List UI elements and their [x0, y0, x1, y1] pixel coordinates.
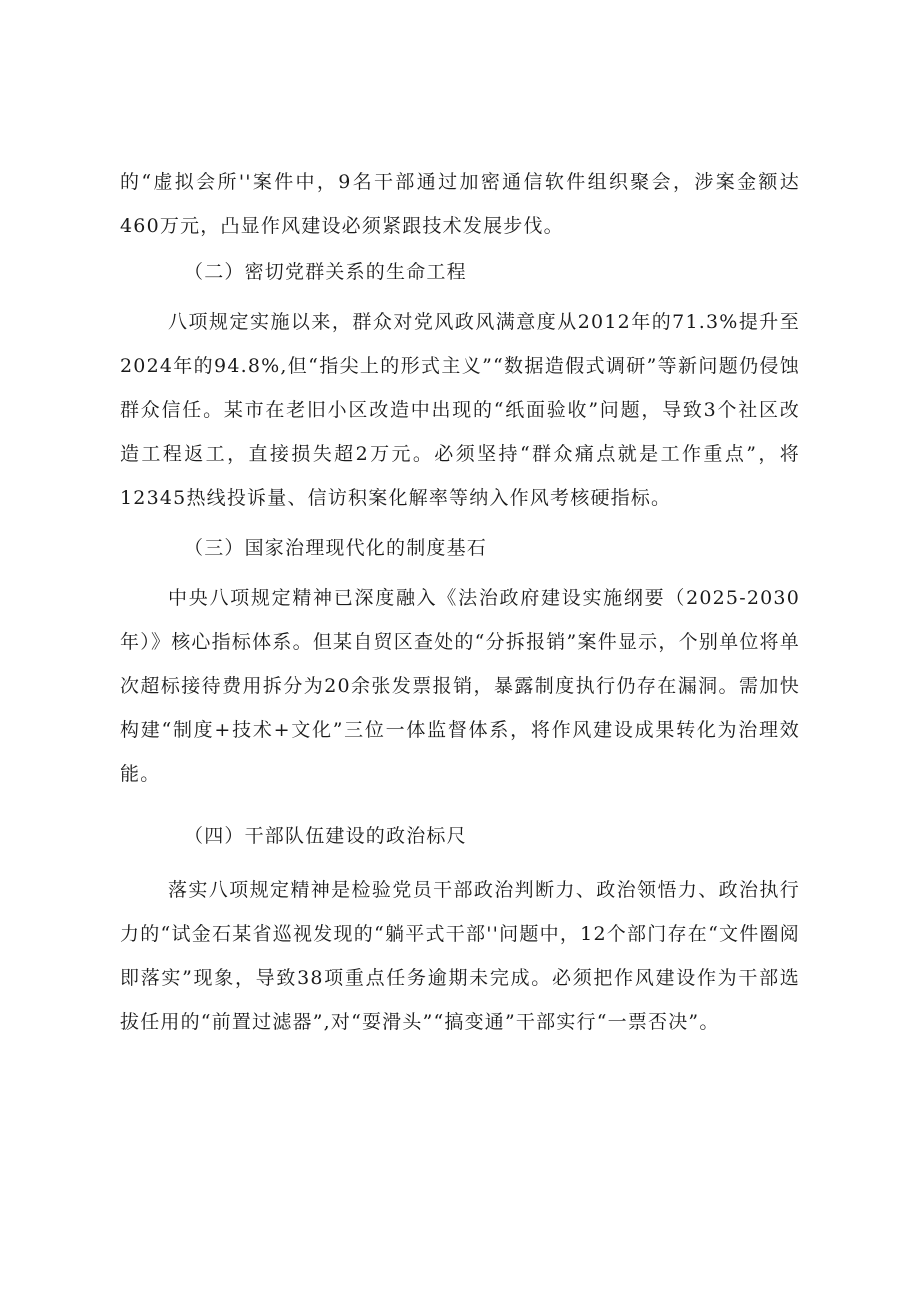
paragraph-continued: 的“虚拟会所''案件中，9名干部通过加密通信软件组织聚会，涉案金额达460万元，凸显作风建设必须紧跟技术发展步伐。 — [120, 171, 800, 237]
document-body — [120, 160, 800, 1044]
paragraph-section-2: 八项规定实施以来，群众对党风政风满意度从2012年的71.3%提升至2024年的94.8%,但“指尖上的形式主义”“数据造假式调研”等新问题仍侵蚀群众信任。某市在老旧小区改造中出现的“纸面验收”问题，导致3个社区改造工程返工，直接损失超2万元。必须坚持“群众痛点就是工作重点”，将12345热线投诉量、信访积案化解率等纳入作风考核硬指标。 — [120, 311, 800, 509]
section-heading-4: （四）干部队伍建设的政治标尺 — [184, 825, 467, 847]
section-heading-3: （三）国家治理现代化的制度基石 — [184, 537, 488, 559]
paragraph-section-3: 中央八项规定精神已深度融入《法治政府建设实施纲要（2025-2030年）》核心指标体系。但某自贸区查处的“分拆报销”案件显示，个别单位将单次超标接待费用拆分为20余张发票报销，暴露制度执行仍存在漏洞。需加快构建“制度+技术+文化”三位一体监督体系，将作风建设成果转化为治理效能。 — [120, 587, 800, 785]
paragraph-section-4: 落实八项规定精神是检验党员干部政治判断力、政治领悟力、政治执行力的“试金石某省巡视发现的“躺平式干部''问题中，12个部门存在“文件圈阅即落实”现象，导致38项重点任务逾期未完成。必须把作风建设作为干部选拔任用的“前置过滤器”,对“耍滑头”“搞变通”干部实行“一票否决”。 — [120, 879, 800, 1033]
section-heading-2: （二）密切党群关系的生命工程 — [184, 261, 467, 283]
